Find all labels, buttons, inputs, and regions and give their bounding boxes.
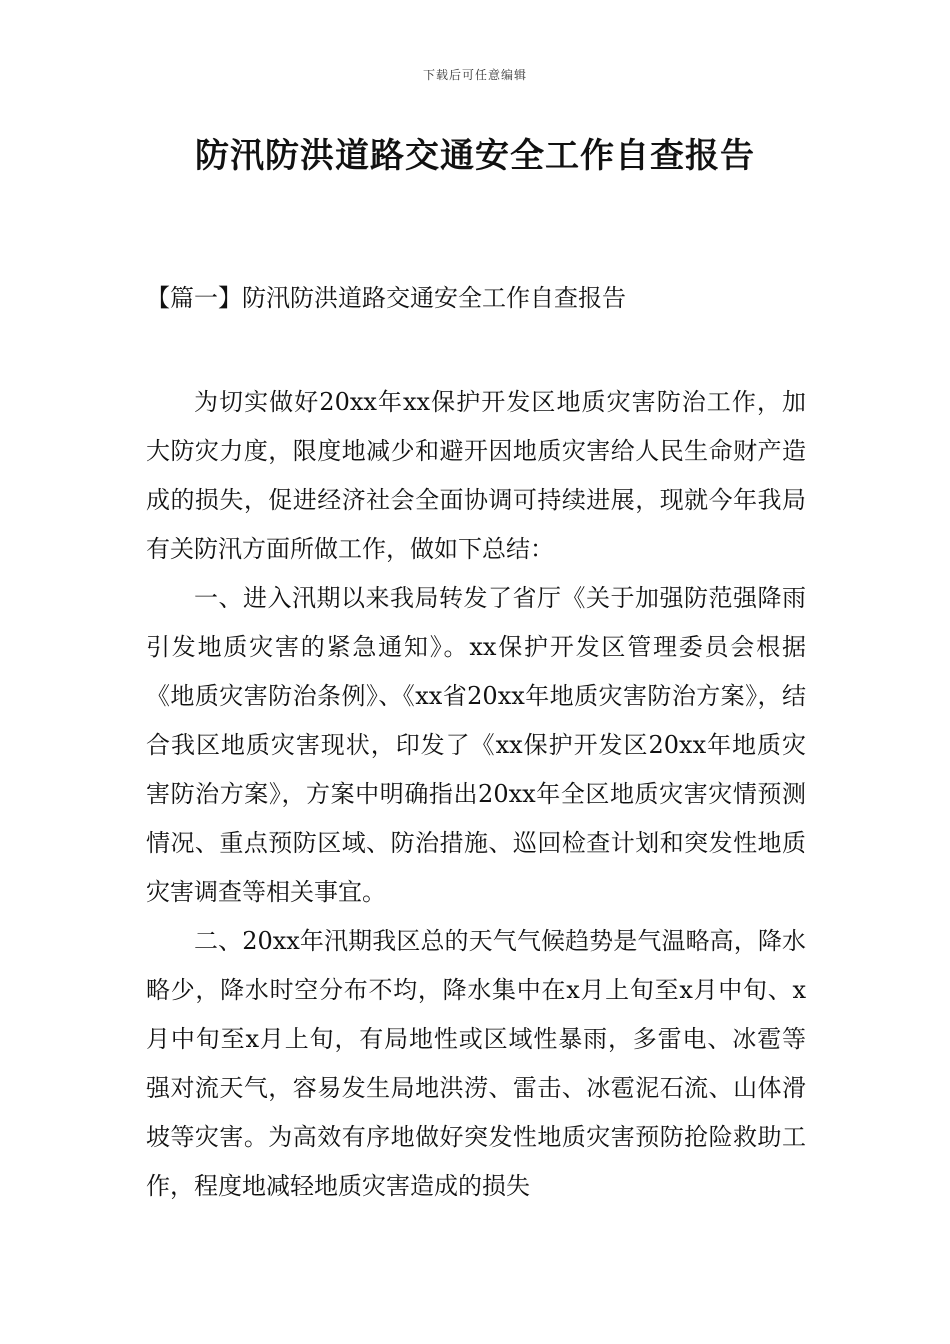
document-body (146, 378, 806, 1211)
document-title: 防汛防洪道路交通安全工作自查报告 (195, 136, 755, 176)
paragraph-one: 一、进入汛期以来我局转发了省厅《关于加强防范强降雨引发地质灾害的紧急通知》。xx保护开发区管理委员会根据《地质灾害防治条例》、《xx省20xx年地质灾害防治方案》，结合我区地质灾害现状，印发了《xx保护开发区20xx年地质灾害防治方案》，方案中明确指出20xx年全区地质灾害灾情预测情况、重点预防区域、防治措施、巡回检查计划和突发性地质灾害调查等相关事宜。 (146, 584, 806, 906)
section-heading: 【篇一】防汛防洪道路交通安全工作自查报告 (146, 284, 626, 312)
paragraph-intro: 为切实做好20xx年xx保护开发区地质灾害防治工作，加大防灾力度，限度地减少和避开因地质灾害给人民生命财产造成的损失，促进经济社会全面协调可持续进展，现就今年我局有关防汛方面所做工作，做如下总结： (146, 388, 806, 563)
header-note: 下载后可任意编辑 (422, 68, 527, 82)
paragraph-two: 二、20xx年汛期我区总的天气气候趋势是气温略高，降水略少，降水时空分布不均，降水集中在x月上旬至x月中旬、x月中旬至x月上旬，有局地性或区域性暴雨，多雷电、冰雹等强对流天气，容易发生局地洪涝、雷击、冰雹泥石流、山体滑坡等灾害。为高效有序地做好突发性地质灾害预防抢险救助工作，程度地减轻地质灾害造成的损失 (146, 927, 806, 1200)
